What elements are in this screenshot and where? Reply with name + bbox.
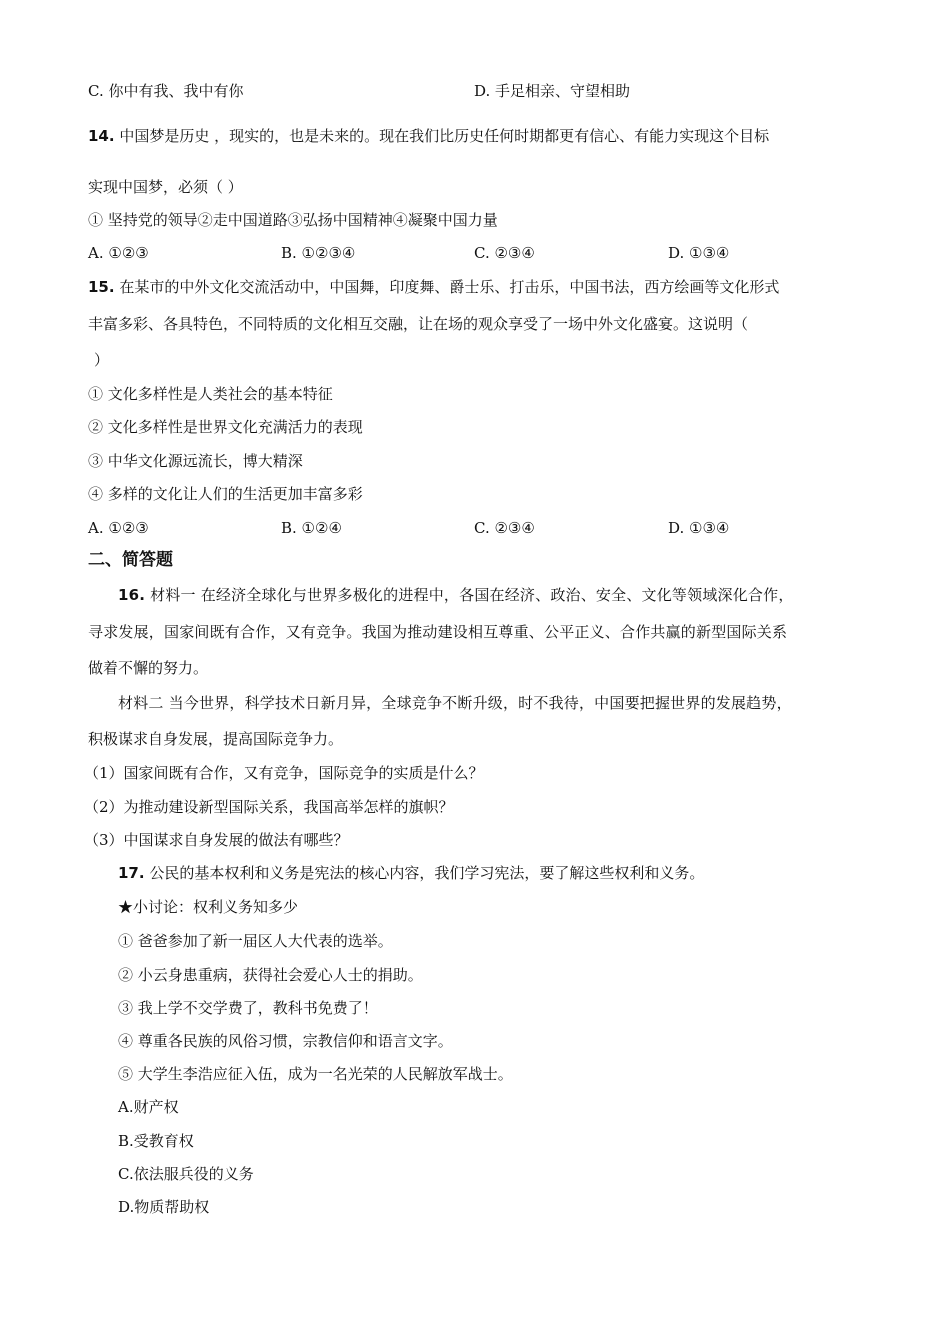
q16-material1-line2: 寻求发展，国家间既有合作，又有竞争。我国为推动建设相互尊重、公平正义、合作共赢的新型国际关系 (88, 623, 788, 641)
section-heading: 二、简答题 (88, 550, 173, 570)
q17-stem (118, 863, 704, 883)
q17-item-2: ② 小云身患重病，获得社会爱心人士的捐助。 (118, 966, 423, 984)
q16-number: 16. (118, 586, 146, 604)
q16-subquestion-2: （2）为推动建设新型国际关系，我国高举怎样的旗帜？ (84, 798, 454, 816)
q16-material2-line1: 材料二 当今世界，科学技术日新月异，全球竞争不断升级，时不我待，中国要把握世界的发展趋势， (118, 694, 792, 712)
q17-item-5: ⑤ 大学生李浩应征入伍，成为一名光荣的人民解放军战士。 (118, 1065, 513, 1083)
q16-subquestion-1: （1）国家间既有合作，又有竞争，国际竞争的实质是什么？ (84, 764, 484, 782)
q17-discussion-title: ★小讨论：权利义务知多少 (118, 898, 299, 916)
q17-option-a: A.财产权 (118, 1098, 179, 1116)
q15-number: 15. (88, 278, 115, 296)
q15-item-4: ④ 多样的文化让人们的生活更加丰富多彩 (88, 485, 363, 503)
q17-number: 17. (118, 864, 145, 882)
q15-option-b: B. ①②④ (281, 519, 342, 537)
q15-stem-text: 在某市的中外文化交流活动中，中国舞，印度舞、爵士乐、打击乐，中国书法，西方绘画等文化形式 (119, 278, 780, 296)
q14-option-b: B. ①②③④ (281, 244, 356, 262)
q16-material2-line2: 积极谋求自身发展，提高国际竞争力。 (88, 730, 344, 748)
q17-item-4: ④ 尊重各民族的风俗习惯，宗教信仰和语言文字。 (118, 1032, 453, 1050)
q17-stem-text: 公民的基本权利和义务是宪法的核心内容，我们学习宪法，要了解这些权利和义务。 (149, 864, 705, 882)
q17-option-d: D.物质帮助权 (118, 1198, 210, 1216)
q16-material1-line1 (118, 585, 794, 605)
q17-item-1: ① 爸爸参加了新一届区人大代表的选举。 (118, 932, 393, 950)
q15-item-1: ① 文化多样性是人类社会的基本特征 (88, 385, 333, 403)
q15-item-3: ③ 中华文化源远流长，博大精深 (88, 452, 303, 470)
q15-stem-line1 (88, 277, 779, 297)
q14-stem-line2: 实现中国梦，必须（ ） (88, 178, 243, 196)
q16-material1-line3: 做着不懈的努力。 (88, 659, 209, 677)
q14-option-a: A. ①②③ (88, 244, 149, 262)
q14-items: ① 坚持党的领导②走中国道路③弘扬中国精神④凝聚中国力量 (88, 211, 498, 229)
q15-option-a: A. ①②③ (88, 519, 149, 537)
q17-item-3: ③ 我上学不交学费了，教科书免费了！ (118, 999, 378, 1017)
q15-option-d: D. ①③④ (668, 519, 730, 537)
q17-option-c: C.依法服兵役的义务 (118, 1165, 254, 1183)
q14-option-d: D. ①③④ (668, 244, 730, 262)
q15-option-c: C. ②③④ (474, 519, 535, 537)
q15-stem-line2: 丰富多彩、各具特色，不同特质的文化相互交融，让在场的观众享受了一场中外文化盛宴。这说明（ (88, 315, 749, 333)
q15-item-2: ② 文化多样性是世界文化充满活力的表现 (88, 418, 363, 436)
q14-number: 14. (88, 127, 115, 145)
q13-option-c: C. 你中有我、我中有你 (88, 82, 244, 100)
q16-material1-text: 材料一 在经济全球化与世界多极化的进程中，各国在经济、政治、安全、文化等领域深化合作， (150, 586, 794, 604)
q16-subquestion-3: （3）中国谋求自身发展的做法有哪些？ (84, 831, 349, 849)
q15-stem-line3: ） (94, 351, 110, 369)
q14-stem-text: 中国梦是历史 ，现实的，也是未来的。现在我们比历史任何时期都更有信心、有能力实现这个目标 (119, 127, 770, 145)
q14-option-c: C. ②③④ (474, 244, 535, 262)
q14-stem-line1 (88, 126, 769, 146)
q13-option-d: D. 手足相亲、守望相助 (474, 82, 631, 100)
q17-option-b: B.受教育权 (118, 1132, 194, 1150)
